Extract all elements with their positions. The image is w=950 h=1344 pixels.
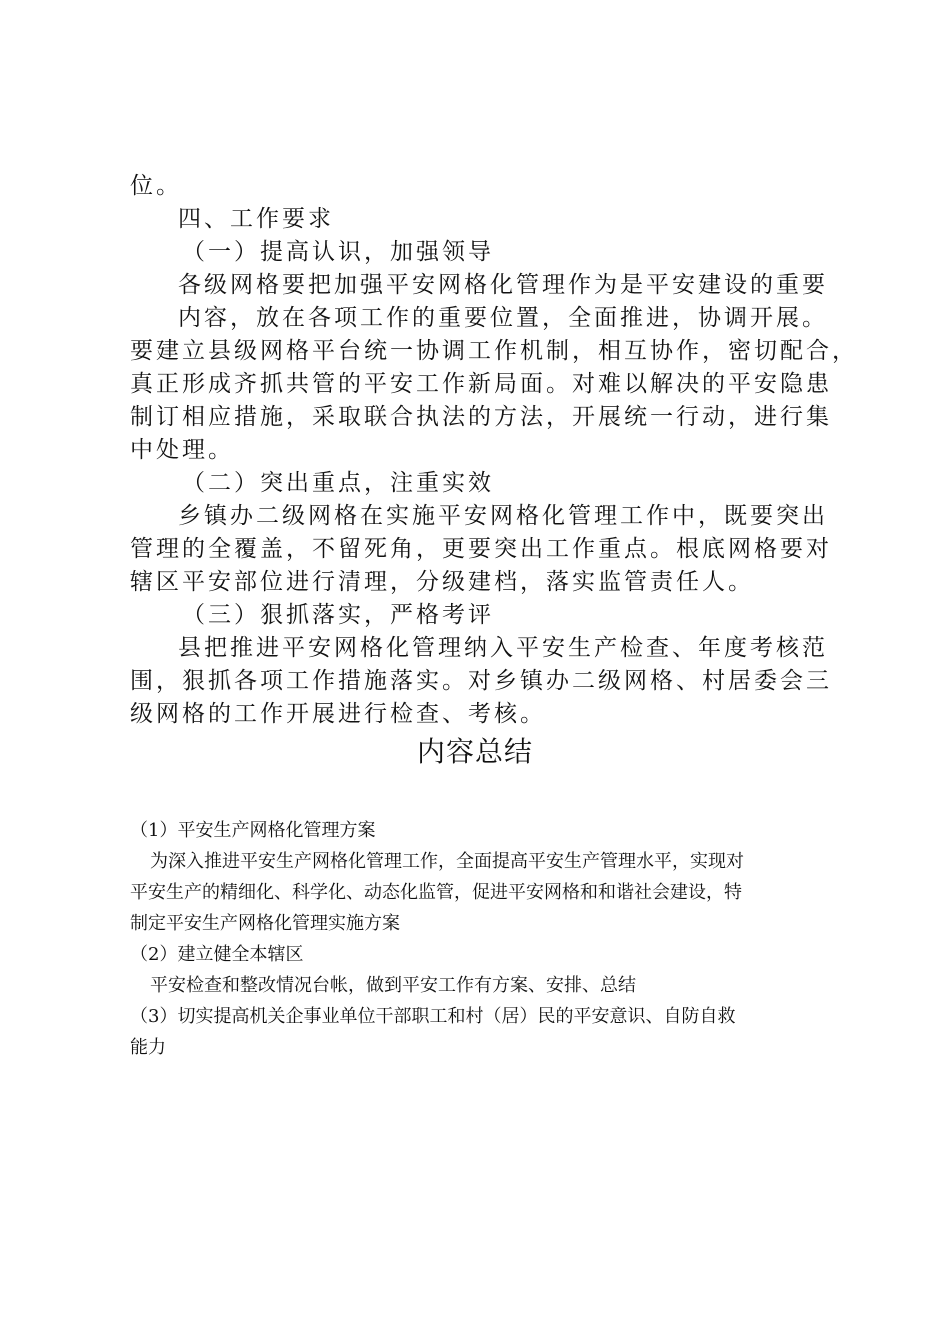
- document-body: [130, 170, 858, 731]
- body-line: 级网格的工作开展进行检查、考核。: [130, 701, 546, 727]
- body-line: 中处理。: [130, 437, 234, 463]
- body-line: 管理的全覆盖，不留死角，更要突出工作重点。根底网格要对: [130, 536, 832, 562]
- body-line: 要建立县级网格平台统一协调工作机制，相互协作，密切配合，: [130, 338, 858, 364]
- body-line: 位。: [130, 173, 182, 199]
- summary-line: 平安检查和整改情况台帐，做到平安工作有方案、安排、总结: [150, 975, 636, 996]
- summary-line: 能力: [130, 1037, 166, 1058]
- subsection-heading: （二）突出重点，注重实效: [182, 470, 494, 496]
- body-line: 制订相应措施，采取联合执法的方法，开展统一行动，进行集: [130, 404, 832, 430]
- body-line: 内容，放在各项工作的重要位置，全面推进，协调开展。: [178, 305, 828, 331]
- summary-item-heading: （3）切实提高机关企事业单位干部职工和村（居）民的平安意识、自防自救: [130, 1006, 736, 1027]
- body-line: 真正形成齐抓共管的平安工作新局面。对难以解决的平安隐患: [130, 371, 832, 397]
- summary-line: 平安生产的精细化、科学化、动态化监管，促进平安网格和和谐社会建设，特: [130, 882, 742, 903]
- summary-item-heading: （1）平安生产网格化管理方案: [130, 820, 376, 841]
- body-line: 乡镇办二级网格在实施平安网格化管理工作中，既要突出: [178, 503, 828, 529]
- body-line: 围，狠抓各项工作措施落实。对乡镇办二级网格、村居委会三: [130, 668, 832, 694]
- body-line: 辖区平安部位进行清理，分级建档，落实监管责任人。: [130, 569, 754, 595]
- summary-section: [130, 815, 840, 1063]
- summary-line: 制定平安生产网格化管理实施方案: [130, 913, 400, 934]
- summary-title: 内容总结: [416, 735, 533, 768]
- section-heading: 四、工作要求: [178, 206, 334, 232]
- summary-item-heading: （2）建立健全本辖区: [130, 944, 304, 965]
- body-line: 各级网格要把加强平安网格化管理作为是平安建设的重要: [178, 272, 828, 298]
- subsection-heading: （三）狠抓落实，严格考评: [182, 602, 494, 628]
- subsection-heading: （一）提高认识，加强领导: [182, 239, 494, 265]
- summary-line: 为深入推进平安生产网格化管理工作，全面提高平安生产管理水平，实现对: [150, 851, 744, 872]
- body-line: 县把推进平安网格化管理纳入平安生产检查、年度考核范: [178, 635, 828, 661]
